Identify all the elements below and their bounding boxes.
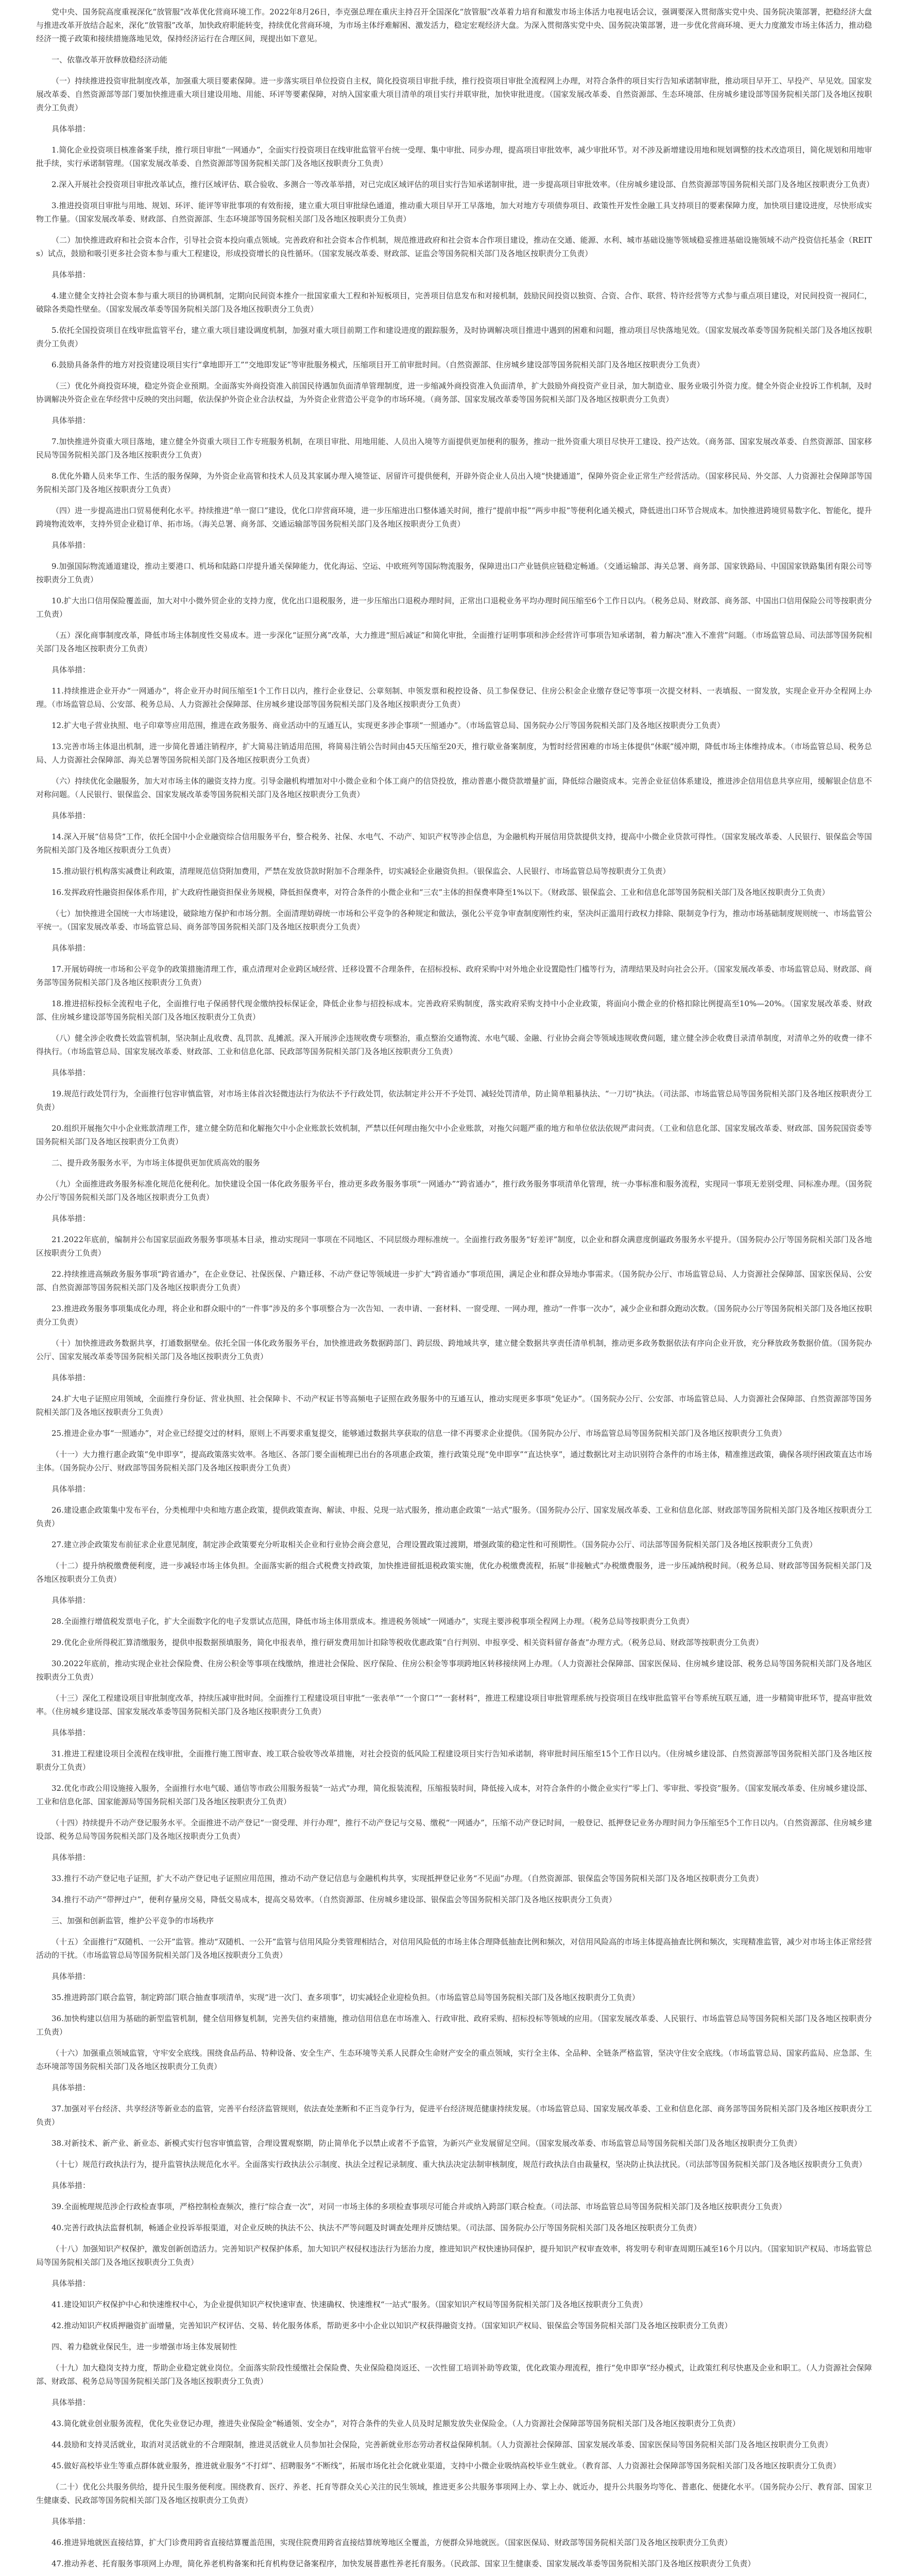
measures-label: 具体举措： xyxy=(52,2181,91,2190)
section-heading: 三、加强和创新监管，维护公平竞争的市场秩序 xyxy=(52,1916,214,1925)
measures-label: 具体举措： xyxy=(52,1596,91,1605)
paragraph: 43.简化就业创业服务流程，优化失业登记办理，推进失业保险金“畅通领、安全办”，对符合条件的失业人员及时足额发放失业保险金。（人力资源社会保障部等国务院相关部门及各地区按职责分工负责） xyxy=(52,2419,740,2428)
paragraph: （九）全面推进政务服务标准化规范化便利化。加快建设全国一体化政务服务平台，推动更多政务服务事项“一网通办”“跨省通办”，推行政务服务事项清单化管理，统一办事标准和服务流程，实现同一事项无差别受理、同标准办理。（国务院办公厅等国务院相关部门及各地区按职责分工负责） xyxy=(36,1179,872,1202)
measures-label: 具体举措： xyxy=(52,2517,91,2526)
paragraph: 8.优化外籍人员来华工作、生活的服务保障，为外资企业高管和技术人员及其家属办理入境签证、居留许可提供便利，开辟外资企业人员出入境“快捷通道”，保障外资企业正常生产经营活动。（国家移民局、外交部、人力资源社会保障部等国务院相关部门及各地区按职责分工负责） xyxy=(36,471,872,494)
paragraph: 24.扩大电子证照应用领域，全面推行身份证、营业执照、社会保障卡、不动产权证书等高频电子证照在政务服务中的互通互认，推动实现更多事项“免证办”。（国务院办公厅、公安部、市场监管总局、人力资源社会保障部、自然资源部等国务院相关部门及各地区按职责分工负责） xyxy=(36,1394,872,1417)
paragraph: 41.建设知识产权保护中心和快速维权中心，为企业提供知识产权快速审查、快速确权、快速维权“一站式”服务。（国家知识产权局等国务院相关部门及各地区按职责分工负责） xyxy=(52,2300,647,2309)
measures-label: 具体举措： xyxy=(52,1068,91,1077)
measures-label: 具体举措： xyxy=(52,943,91,953)
paragraph: 36.加快构建以信用为基础的新型监管机制，健全信用修复机制，完善失信约束措施，推动信用信息在市场准入、行政审批、政府采购、招标投标等领域的应用。（国家发展改革委、人民银行、市场监管总局等国务院相关部门及各地区按职责分工负责） xyxy=(36,2014,872,2037)
paragraph: （十三）深化工程建设项目审批制度改革，持续压减审批时间。全面推行工程建设项目审批“一张表单”“一个窗口”“一套材料”，推进工程建设项目审批管理系统与投资项目在线审批监管平台等系统互联互通，进一步精简审批环节，提高审批效率。（住房城乡建设部、国家发展改革委等国务院相关部门及各地区按职责分工负责） xyxy=(36,1693,872,1716)
paragraph: 30.2022年底前，推动实现企业社会保险费、住房公积金等事项在线缴纳，推进社会保险、医疗保险、住房公积金等事项跨地区转移接续网上办理。（人力资源社会保障部、国家医保局、住房城乡建设部、税务总局等国务院相关部门及各地区按职责分工负责） xyxy=(36,1659,872,1682)
paragraph: （二）加快推进政府和社会资本合作，引导社会资本投向重点领域。完善政府和社会资本合作机制，规范推进政府和社会资本合作项目建设，推动在交通、能源、水利、城市基础设施等领域稳妥推进基础设施领域不动产投资信托基金（REITs）试点，鼓励和吸引更多社会资本参与重大工程建设，形成投资增长的良性循环。（国家发展改革委、财政部、证监会等国务院相关部门及各地区按职责分工负责） xyxy=(36,235,872,258)
paragraph: 32.优化市政公用设施接入服务，全面推行水电气暖、通信等市政公用服务报装“一站式”办理，简化报装流程，压缩报装时间，降低接入成本，对符合条件的小微企业实行“零上门、零审批、零投资”服务。（国家发展改革委、住房城乡建设部、工业和信息化部、国家能源局等国务院相关部门及各地区按职责分工负责） xyxy=(36,1784,872,1806)
paragraph: （五）深化商事制度改革，降低市场主体制度性交易成本。进一步深化“证照分离”改革，大力推进“照后减证”和简化审批，全面推行证明事项和涉企经营许可事项告知承诺制，着力解决“准入不准营”问题。（市场监管总局、司法部等国务院相关部门及各地区按职责分工负责） xyxy=(36,631,872,653)
paragraph: 17.开展妨碍统一市场和公平竞争的政策措施清理工作，重点清理对企业跨区域经营、迁移设置不合理条件，在招标投标、政府采购中对外地企业设置隐性门槛等行为，清理结果及时向社会公开。（国家发展改革委、市场监管总局、财政部、商务部等国务院相关部门及各地区按职责分工负责） xyxy=(36,964,872,987)
paragraph: 10.扩大出口信用保险覆盖面，加大对中小微外贸企业的支持力度，优化出口退税服务，进一步压缩出口退税办理时间，正常出口退税业务平均办理时间压缩至6个工作日以内。（税务总局、财政部、商务部、中国出口信用保险公司等按职责分工负责） xyxy=(36,596,872,619)
paragraph: （八）健全涉企收费长效监管机制，坚决制止乱收费、乱罚款、乱摊派。深入开展涉企违规收费专项整治，重点整治交通物流、水电气暖、金融、行业协会商会等领域违规收费问题，建立健全涉企收费目录清单制度，对清单之外的收费一律不得执行。（市场监管总局、国家发展改革委、财政部、工业和信息化部、民政部等国务院相关部门及各地区按职责分工负责） xyxy=(36,1033,872,1056)
measures-label: 具体举措： xyxy=(52,665,91,674)
measures-label: 具体举措： xyxy=(52,270,91,279)
paragraph: 18.推进招标投标全流程电子化，全面推行电子保函替代现金缴纳投标保证金，降低企业参与招投标成本。完善政府采购制度，落实政府采购支持中小企业政策，将面向小微企业的价格扣除比例提高至10%—20%。（国家发展改革委、财政部、住房城乡建设部等国务院相关部门及各地区按职责分工负责） xyxy=(36,999,872,1022)
paragraph: 42.推动知识产权质押融资扩面增量，完善知识产权评估、交易、转化服务体系，帮助更多中小企业以知识产权获得融资支持。（国家知识产权局、银保监会等国务院相关部门及各地区按职责分工负责） xyxy=(52,2321,732,2330)
paragraph: 6.鼓励具备条件的地方对投资建设项目实行“拿地即开工”“交地即发证”等审批服务模式，压缩项目开工前审批时间。（自然资源部、住房城乡建设部等国务院相关部门及各地区按职责分工负责） xyxy=(52,360,705,369)
paragraph: （十五）全面推行“双随机、一公开”监管。推动“双随机、一公开”监管与信用风险分类管理相结合，对信用风险低的市场主体合理降低抽查比例和频次，对信用风险高的市场主体提高抽查比例和频次，实现精准监管，减少对市场主体正常经营活动的干扰。（市场监管总局等国务院相关部门及各地区按职责分工负责） xyxy=(36,1937,872,1960)
paragraph: 5.依托全国投资项目在线审批监管平台，建立重大项目建设调度机制，加强对重大项目前期工作和建设进度的跟踪服务，及时协调解决项目推进中遇到的困难和问题，推动项目尽快落地见效。（国家发展改革委等国务院相关部门及各地区按职责分工负责） xyxy=(36,326,872,348)
paragraph: 33.推行不动产登记电子证照，扩大不动产登记电子证照应用范围，推动不动产登记信息与金融机构共享，实现抵押登记业务“不见面”办理。（自然资源部、银保监会等国务院相关部门及各地区按职责分工负责） xyxy=(52,1874,763,1883)
paragraph: 38.对新技术、新产业、新业态、新模式实行包容审慎监管，合理设置观察期，防止简单化予以禁止或者不予监管，为新兴产业发展留足空间。（国家发展改革委、市场监管总局等国务院相关部门及各地区按职责分工负责） xyxy=(52,2139,802,2148)
paragraph: （十一）大力推行惠企政策“免申即享”，提高政策落实效率。各地区、各部门要全面梳理已出台的各项惠企政策，推行政策兑现“免申即享”“直达快享”，通过数据比对主动识别符合条件的市场主体，精准推送政策，确保各项纾困政策直达市场主体。（国务院办公厅、财政部等国务院相关部门及各地区按职责分工负责） xyxy=(36,1450,872,1472)
paragraph: （十九）加大稳岗支持力度，帮助企业稳定就业岗位。全面落实阶段性缓缴社会保险费、失业保险稳岗返还、一次性留工培训补助等政策，优化政策办理流程，推行“免申即享”经办模式，让政策红利尽快惠及企业和职工。（人力资源社会保障部、财政部、税务总局等国务院相关部门及各地区按职责分工负责） xyxy=(36,2363,872,2386)
paragraph: 16.发挥政府性融资担保体系作用，扩大政府性融资担保业务规模，降低担保费率，对符合条件的小微企业和“三农”主体的担保费率降至1%以下。（财政部、银保监会、工业和信息化部等国务院相关部门及各地区按职责分工负责） xyxy=(52,888,830,897)
paragraph: 23.推进政务服务事项集成化办理，将企业和群众眼中的“一件事”涉及的多个事项整合为一次告知、一表申请、一套材料、一窗受理、一网办理，推动“一件事一次办”，减少企业和群众跑动次数。（国务院办公厅等国务院相关部门及各地区按职责分工负责） xyxy=(36,1304,872,1327)
paragraph: （十四）持续提升不动产登记服务水平。全面推进不动产登记“一窗受理、并行办理”，推行不动产登记与交易、缴税“一网通办”，压缩不动产登记时间，一般登记、抵押登记业务办理时间力争压缩至5个工作日以内。（自然资源部、住房城乡建设部、税务总局等国务院相关部门及各地区按职责分工负责） xyxy=(36,1818,872,1841)
measures-label: 具体举措： xyxy=(52,2083,91,2092)
measures-label: 具体举措： xyxy=(52,540,91,550)
paragraph: 1.简化企业投资项目核准备案手续，推行项目审批“一网通办”，全面实行投资项目在线审批监管平台统一受理、集中审批、同步办理，提高项目审批效率，减少审批环节。对不涉及新增建设用地和规划调整的技术改造项目，简化规划和用地审批手续，实行承诺制管理。（国家发展改革委、自然资源部等国务院相关部门及各地区按职责分工负责） xyxy=(36,145,872,168)
paragraph: （十六）加强重点领域监管，守牢安全底线。围绕食品药品、特种设备、安全生产、生态环境等关系人民群众生命财产安全的重点领域，实行全主体、全品种、全链条严格监管，坚决守住安全底线。（市场监管总局、国家药监局、应急部、生态环境部等国务院相关部门及各地区按职责分工负责） xyxy=(36,2048,872,2071)
paragraph: （三）优化外商投资环境，稳定外资企业预期。全面落实外商投资准入前国民待遇加负面清单管理制度，进一步缩减外商投资准入负面清单，扩大鼓励外商投资产业目录，加大制造业、服务业吸引外资力度。健全外资企业投诉工作机制，及时协调解决外资企业在华经营中反映的突出问题，依法保护外资企业合法权益，为外资企业营造公平竞争的市场环境。（商务部、国家发展改革委等国务院相关部门及各地区按职责分工负责） xyxy=(36,381,872,404)
paragraph: （十七）规范行政执法行为，提升监管执法规范化水平。全面落实行政执法公示制度、执法全过程记录制度、重大执法决定法制审核制度，规范行政执法自由裁量权，坚决防止执法扰民。（司法部等国务院相关部门及各地区按职责分工负责） xyxy=(52,2160,867,2169)
paragraph: 39.全面梳理规范涉企行政检查事项，严格控制检查频次，推行“综合查一次”，对同一市场主体的多项检查事项尽可能合并或纳入跨部门联合检查。（司法部、市场监管总局等国务院相关部门及各地区按职责分工负责） xyxy=(52,2202,786,2211)
paragraph: 12.扩大电子营业执照、电子印章等应用范围，推进在政务服务、商业活动中的互通互认，实现更多涉企事项“一照通办”。（市场监管总局、国务院办公厅等国务院相关部门及各地区按职责分工负责） xyxy=(52,721,725,730)
paragraph: （四）进一步提高进出口贸易便利化水平。持续推进“单一窗口”建设，优化口岸营商环境，进一步压缩进出口整体通关时间，推行“提前申报”“两步申报”等便利化通关模式，降低进出口环节合规成本。加快推进跨境贸易数字化、智能化，提升跨境物流效率，支持外贸企业稳订单、拓市场。（海关总署、商务部、交通运输部等国务院相关部门及各地区按职责分工负责） xyxy=(36,506,872,529)
paragraph: 46.推进异地就医直接结算，扩大门诊费用跨省直接结算覆盖范围，实现住院费用跨省直接结算统筹地区全覆盖，方便群众异地就医。（国家医保局、财政部等国务院相关部门及各地区按职责分工负责） xyxy=(52,2538,732,2547)
measures-label: 具体举措： xyxy=(52,1853,91,1862)
paragraph: 37.加强对平台经济、共享经济等新业态的监管，完善平台经济监管规则，依法查处垄断和不正当竞争行为，促进平台经济规范健康持续发展。（市场监管总局、国家发展改革委、工业和信息化部、商务部等国务院相关部门及各地区按职责分工负责） xyxy=(36,2104,872,2127)
paragraph: 28.全面推行增值税发票电子化，扩大全面数字化的电子发票试点范围，降低市场主体用票成本。推进税务领域“一网通办”，实现主要涉税事项全程网上办理。（税务总局等按职责分工负责） xyxy=(52,1617,694,1626)
paragraph: 40.完善行政执法监督机制，畅通企业投诉举报渠道，对企业反映的执法不公、执法不严等问题及时调查处理并反馈结果。（司法部、国务院办公厅等国务院相关部门及各地区按职责分工负责） xyxy=(52,2223,701,2232)
paragraph: 44.鼓励和支持灵活就业，取消对灵活就业的不合理限制，推进灵活就业人员参加社会保险，完善新就业形态劳动者权益保障机制。（人力资源社会保障部、国家发展改革委、国家医保局等国务院相关部门及各地区按职责分工负责） xyxy=(52,2440,833,2449)
measures-label: 具体举措： xyxy=(52,1214,91,1223)
paragraph: 29.优化企业所得税汇算清缴服务，提供申报数据预填服务，简化申报表单，推行研发费用加计扣除等税收优惠政策“自行判别、申报享受、相关资料留存备查”办理方式。（税务总局、财政部等按职责分工负责） xyxy=(52,1638,763,1647)
paragraph: （十八）加强知识产权保护，激发创新创造活力。完善知识产权保护体系，加大知识产权侵权违法行为惩治力度，推进知识产权快速协同保护，提升知识产权审查效率，将发明专利审查周期压减至16个月以内。（国家知识产权局、市场监管总局等国务院相关部门及各地区按职责分工负责） xyxy=(36,2244,872,2267)
paragraph: 22.持续推进高频政务服务事项“跨省通办”，在企业登记、社保医保、户籍迁移、不动产登记等领域进一步扩大“跨省通办”事项范围，满足企业和群众异地办事需求。（国务院办公厅、市场监管总局、人力资源社会保障部、国家医保局、公安部、自然资源部等国务院相关部门及各地区按职责分工负责） xyxy=(36,1269,872,1292)
measures-label: 具体举措： xyxy=(52,1373,91,1382)
paragraph: 45.做好高校毕业生等重点群体就业服务，推进就业服务“不打烊”、招聘服务“不断线”，拓展市场化社会化就业渠道，支持中小微企业吸纳高校毕业生就业。（教育部、人力资源社会保障部等国务院相关部门及各地区按职责分工负责） xyxy=(52,2461,841,2470)
paragraph: （二十）优化公共服务供给，提升民生服务便利度。围绕教育、医疗、养老、托育等群众关心关注的民生领域，推进更多公共服务事项网上办、掌上办、就近办，提升公共服务均等化、普惠化、便捷化水平。（国务院办公厅、教育部、国家卫生健康委、民政部等国务院相关部门及各地区按职责分工负责） xyxy=(36,2482,872,2505)
paragraph: 34.推行不动产“带押过户”，便利存量房交易，降低交易成本，提高交易效率。（自然资源部、住房城乡建设部、银保监会等国务院相关部门及各地区按职责分工负责） xyxy=(52,1895,616,1904)
measures-label: 具体举措： xyxy=(52,1728,91,1737)
paragraph: 27.建立涉企政策发布前征求企业意见制度，制定涉企政策要充分听取相关企业和行业协会商会意见，合理设置政策过渡期，增强政策的稳定性和可预期性。（国务院办公厅、司法部等国务院相关部门及各地区按职责分工负责） xyxy=(52,1540,817,1549)
paragraph: 15.推动银行机构落实减费让利政策，清理规范信贷附加费用，严禁在发放贷款时附加不合理条件，切实减轻企业融资负担。（银保监会、人民银行、市场监管总局等按职责分工负责） xyxy=(52,867,671,876)
document-body xyxy=(36,5,872,2576)
paragraph: 21.2022年底前，编制并公布国家层面政务服务事项基本目录，推动实现同一事项在不同地区、不同层级办理标准统一。全面推行政务服务“好差评”制度，以企业和群众满意度倒逼政务服务水平提升。（国务院办公厅等国务院相关部门及各地区按职责分工负责） xyxy=(36,1235,872,1258)
paragraph: 26.建设惠企政策集中发布平台，分类梳理中央和地方惠企政策，提供政策查询、解读、申报、兑现一站式服务，推动惠企政策“一站式”服务。（国务院办公厅、国家发展改革委、工业和信息化部、财政部等国务院相关部门及各地区按职责分工负责） xyxy=(36,1505,872,1528)
paragraph: 13.完善市场主体退出机制，进一步简化普通注销程序，扩大简易注销适用范围，将简易注销公告时间由45天压缩至20天，推行歇业备案制度，为暂时经营困难的市场主体提供“休眠”缓冲期，降低市场主体维持成本。（市场监管总局、税务总局、人力资源社会保障部、海关总署等国务院相关部门及各地区按职责分工负责） xyxy=(36,742,872,765)
paragraph: 党中央、国务院高度重视深化“放管服”改革优化营商环境工作。2022年8月26日，李克强总理在重庆主持召开全国深化“放管服”改革着力培育和激发市场主体活力电视电话会议，强调要深入贯彻落实党中央、国务院决策部署，把稳经济大盘与推进改革开放结合起来，深化“放管服”改革，加快政府职能转变，持续优化营商环境，为市场主体纾难解困、激发活力，稳定宏观经济大盘。为深入贯彻落实党中央、国务院决策部署，进一步优化营商环境、更大力度激发市场主体活力，推动稳经济一揽子政策和接续措施落地见效，保持经济运行在合理区间，现提出如下意见。 xyxy=(36,7,872,43)
paragraph: （六）持续优化金融服务，加大对市场主体的融资支持力度。引导金融机构增加对中小微企业和个体工商户的信贷投放，推动普惠小微贷款增量扩面，降低综合融资成本。完善企业征信体系建设，推进涉企信用信息共享应用，缓解银企信息不对称问题。（人民银行、银保监会、国家发展改革委等国务院相关部门及各地区按职责分工负责） xyxy=(36,776,872,799)
section-heading: 二、提升政务服务水平，为市场主体提供更加优质高效的服务 xyxy=(52,1158,261,1167)
measures-label: 具体举措： xyxy=(52,2398,91,2407)
paragraph: 19.规范行政处罚行为，全面推行包容审慎监管，对市场主体首次轻微违法行为依法不予行政处罚，依法制定并公开不予处罚、减轻处罚清单，防止简单粗暴执法、“一刀切”执法。（司法部、市场监管总局等国务院相关部门及各地区按职责分工负责） xyxy=(36,1089,872,1112)
paragraph: （七）加快推进全国统一大市场建设，破除地方保护和市场分割。全面清理妨碍统一市场和公平竞争的各种规定和做法，强化公平竞争审查制度刚性约束，坚决纠正滥用行政权力排除、限制竞争行为，推动市场基础制度规则统一、市场监管公平统一。（国家发展改革委、市场监管总局、商务部等国务院相关部门及各地区按职责分工负责） xyxy=(36,909,872,931)
paragraph: 31.推进工程建设项目全流程在线审批，全面推行施工图审查、竣工联合验收等改革措施，对社会投资的低风险工程建设项目实行告知承诺制，将审批时间压缩至15个工作日以内。（住房城乡建设部、自然资源部等国务院相关部门及各地区按职责分工负责） xyxy=(36,1749,872,1772)
section-heading: 一、依靠改革开放释放稳经济动能 xyxy=(52,55,168,64)
paragraph: 9.加强国际物流通道建设，推动主要港口、机场和陆路口岸提升通关保障能力，优化海运、空运、中欧班列等国际物流服务，保障进出口产业链供应链稳定畅通。（交通运输部、海关总署、商务部、国家铁路局、中国国家铁路集团有限公司等按职责分工负责） xyxy=(36,562,872,584)
paragraph: 25.推进企业办事“一照通办”，对企业已经提交过的材料，原则上不再要求重复提交，能够通过数据共享获取的信息一律不再要求企业提供。（国务院办公厅、市场监管总局等国务院相关部门及各地区按职责分工负责） xyxy=(52,1429,786,1438)
paragraph: 7.加快推进外资重大项目落地，建立健全外资重大项目工作专班服务机制，在项目审批、用地用能、人员出入境等方面提供更加便利的服务，推动一批外资重大项目尽快开工建设、投产达效。（商务部、国家发展改革委、自然资源部、国家移民局等国务院相关部门及各地区按职责分工负责） xyxy=(36,437,872,460)
measures-label: 具体举措： xyxy=(52,124,91,133)
measures-label: 具体举措： xyxy=(52,1972,91,1981)
paragraph: （十二）提升纳税缴费便利度，进一步减轻市场主体负担。全面落实新的组合式税费支持政策，加快推进留抵退税政策实施，优化办税缴费流程，拓展“非接触式”办税缴费服务，进一步压减纳税时间。（税务总局、财政部等国务院相关部门及各地区按职责分工负责） xyxy=(36,1561,872,1584)
measures-label: 具体举措： xyxy=(52,811,91,820)
paragraph: 3.推进投资项目审批与用地、规划、环评、能评等审批事项的有效衔接，建立重大项目审批绿色通道，推动重大项目早开工早落地，加大对地方专项债券项目、政策性开发性金融工具支持项目的要素保障力度，加快项目建设进度，尽快形成实物工作量。（国家发展改革委、财政部、自然资源部、生态环境部等国务院相关部门及各地区按职责分工负责） xyxy=(36,201,872,224)
paragraph: 47.推动养老、托育服务事项网上办理，简化养老机构备案和托育机构登记备案程序，加快发展普惠性养老托育服务。（民政部、国家卫生健康委、国家发展改革委等国务院相关部门及各地区按职责分工负责） xyxy=(52,2559,756,2568)
paragraph: 14.深入开展“信易贷”工作，依托全国中小企业融资综合信用服务平台，整合税务、社保、水电气、不动产、知识产权等涉企信息，为金融机构开展信用贷款提供支持，提高中小微企业贷款可得性。（国家发展改革委、人民银行、银保监会等国务院相关部门及各地区按职责分工负责） xyxy=(36,832,872,855)
measures-label: 具体举措： xyxy=(52,2279,91,2288)
paragraph: （一）持续推进投资审批制度改革，加强重大项目要素保障。进一步落实项目单位投资自主权，简化投资项目审批手续，推行投资项目审批全流程网上办理，对符合条件的项目实行告知承诺制审批，推动项目早开工、早投产、早见效。国家发展改革委、自然资源部等部门要加快推进重大项目建设用地、用能、环评等要素保障，对纳入国家重大项目清单的项目实行并联审批，加快审批进度。（国家发展改革委、自然资源部、生态环境部、住房城乡建设部等国务院相关部门及各地区按职责分工负责） xyxy=(36,76,872,112)
paragraph: 2.深入开展社会投资项目审批改革试点，推行区域评估、联合验收、多测合一等改革举措，对已完成区域评估的项目实行告知承诺制审批，进一步提高项目审批效率。（住房城乡建设部、自然资源部等国务院相关部门及各地区按职责分工负责） xyxy=(52,180,874,189)
measures-label: 具体举措： xyxy=(52,416,91,425)
paragraph: 35.推进跨部门联合监管，制定跨部门联合抽查事项清单，实现“进一次门、查多项事”，切实减轻企业迎检负担。（市场监管总局等国务院相关部门及各地区按职责分工负责） xyxy=(52,1993,640,2002)
paragraph: （十）加快推进政务数据共享，打通数据壁垒。依托全国一体化政务服务平台，加快推进政务数据跨部门、跨层级、跨地域共享，建立健全数据共享责任清单机制，推动更多政务数据依法有序向企业开放，充分释放政务数据价值。（国务院办公厅、国家发展改革委等国务院相关部门及各地区按职责分工负责） xyxy=(36,1338,872,1361)
measures-label: 具体举措： xyxy=(52,1484,91,1494)
paragraph: 20.组织开展拖欠中小企业账款清理工作，建立健全防范和化解拖欠中小企业账款长效机制，严禁以任何理由拖欠中小企业账款，对拖欠问题严重的地方和单位依法依规严肃问责。（工业和信息化部、国家发展改革委、财政部、国务院国资委等国务院相关部门及各地区按职责分工负责） xyxy=(36,1124,872,1146)
paragraph: 4.建立健全支持社会资本参与重大项目的协调机制，定期向民间资本推介一批国家重大工程和补短板项目，完善项目信息发布和对接机制，鼓励民间投资以独资、合资、合作、联营、特许经营等方式参与重点项目建设，对民间投资一视同仁，破除各类隐性壁垒。（国家发展改革委等国务院相关部门及各地区按职责分工负责） xyxy=(36,291,872,314)
section-heading: 四、着力稳就业保民生，进一步增强市场主体发展韧性 xyxy=(52,2342,237,2351)
paragraph: 11.持续推进企业开办“一网通办”，将企业开办时间压缩至1个工作日以内，推行企业登记、公章刻制、申领发票和税控设备、员工参保登记、住房公积金企业缴存登记等事项一次提交材料、一表填报、一窗发放，实现企业开办全程网上办理。（市场监管总局、公安部、税务总局、人力资源社会保障部、住房城乡建设部等国务院相关部门及各地区按职责分工负责） xyxy=(36,686,872,709)
